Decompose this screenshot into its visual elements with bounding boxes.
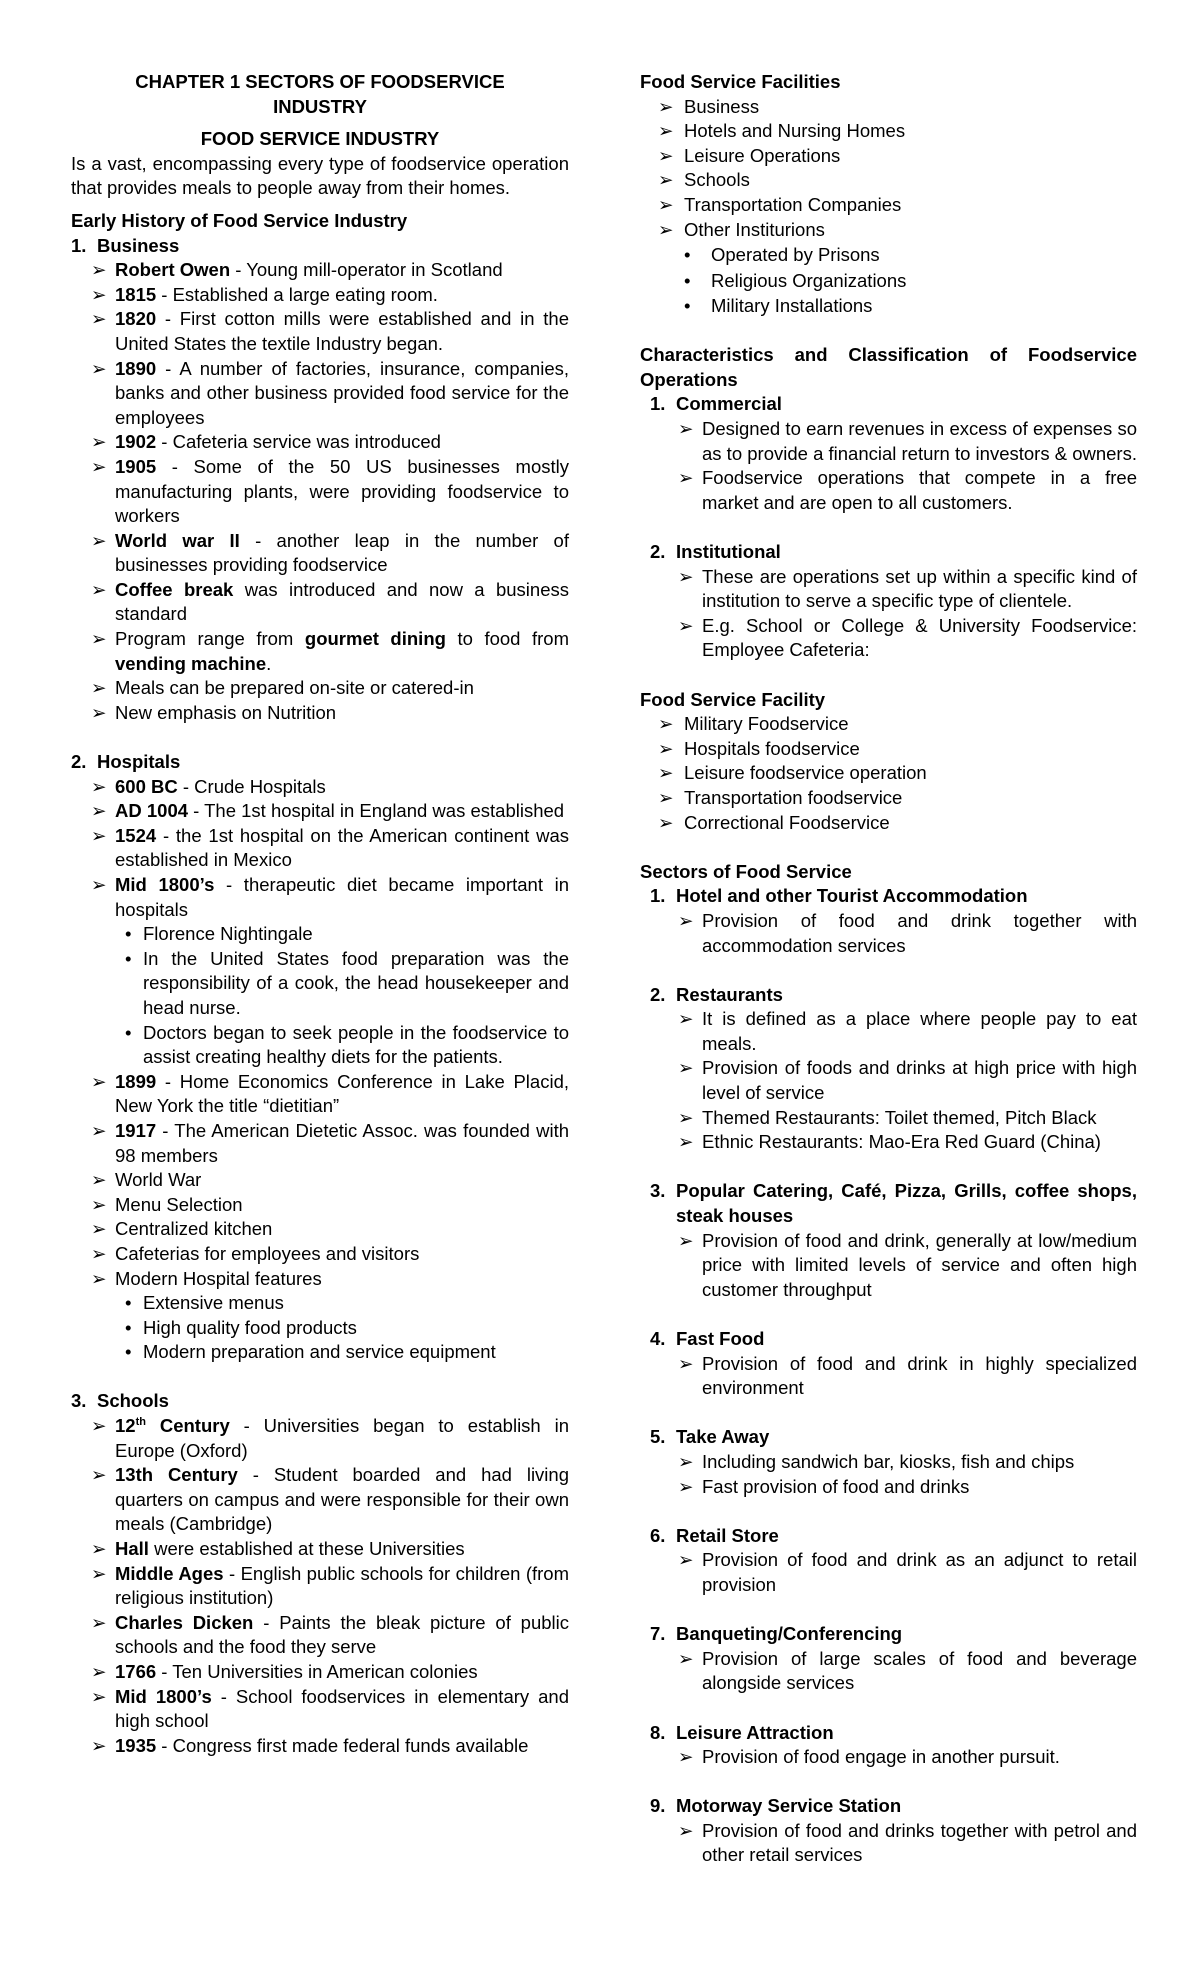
list-item: ➢ Ethnic Restaurants: Mao-Era Red Guard (China)	[640, 1130, 1137, 1155]
list-item: ➢ Transportation foodservice	[640, 786, 1137, 811]
sector-items	[640, 1007, 1137, 1155]
institutional-heading: 2. Institutional	[650, 541, 781, 562]
list-item: ➢ Robert Owen - Young mill-operator in Scotland	[71, 258, 569, 283]
list-item: ➢ Schools	[640, 168, 1137, 193]
list-item: ➢ New emphasis on Nutrition	[71, 701, 569, 726]
sector-heading: 1. Hotel and other Tourist Accommodation	[650, 885, 1028, 907]
dot-bullet-icon: •	[125, 1316, 132, 1338]
intro-paragraph: Is a vast, encompassing every type of foodservice operation that provides meals to people away from their homes.	[71, 152, 569, 199]
hospitals-sublist	[71, 922, 569, 1070]
list-item: ➢ 1935 - Congress first made federal funds available	[71, 1734, 569, 1759]
arrow-bullet-icon: ➢	[658, 762, 674, 784]
list-item: ➢ Designed to earn revenues in excess of expenses so as to provide a financial return to investors & owners.	[678, 418, 1137, 464]
list-item: ➢ Middle Ages - English public schools for children (from religious institution)	[91, 1562, 569, 1609]
arrow-bullet-icon: ➢	[658, 713, 674, 735]
list-item: • In the United States food preparation was the responsibility of a cook, the head housekeeper and head nurse.	[125, 947, 569, 1018]
list-item: ➢ Leisure Operations	[640, 144, 1137, 169]
schools-list	[71, 1414, 569, 1758]
list-item: ➢ Transportation Companies	[640, 193, 1137, 218]
arrow-bullet-icon: ➢	[658, 786, 674, 808]
arrow-bullet-icon: ➢	[91, 800, 107, 822]
arrow-bullet-icon: ➢	[678, 614, 694, 636]
list-item: ➢ Provision of large scales of food and beverage alongside services	[678, 1647, 1137, 1694]
sector-heading: 5. Take Away	[650, 1426, 770, 1448]
list-item: • Extensive menus	[71, 1291, 569, 1316]
sector-items	[640, 909, 1137, 958]
hospitals-list-2	[71, 1070, 569, 1291]
arrow-bullet-icon: ➢	[91, 1119, 107, 1141]
arrow-bullet-icon: ➢	[678, 467, 694, 489]
sector-items	[640, 1819, 1137, 1868]
dot-bullet-icon: •	[684, 244, 691, 266]
arrow-bullet-icon: ➢	[91, 283, 107, 305]
arrow-bullet-icon: ➢	[91, 775, 107, 797]
facilities-list	[640, 95, 1137, 243]
arrow-bullet-icon: ➢	[91, 431, 107, 453]
arrow-bullet-icon: ➢	[678, 1746, 694, 1768]
sector-heading: 8. Leisure Attraction	[650, 1721, 834, 1743]
list-item: • Doctors began to seek people in the foodservice to assist creating healthy diets for the patients.	[125, 1021, 569, 1068]
arrow-bullet-icon: ➢	[91, 1267, 107, 1289]
list-item: • Florence Nightingale	[71, 922, 569, 947]
list-item: ➢ Modern Hospital features	[71, 1267, 569, 1292]
arrow-bullet-icon: ➢	[91, 1242, 107, 1264]
arrow-bullet-icon: ➢	[91, 578, 107, 600]
business-list	[71, 258, 569, 725]
arrow-bullet-icon: ➢	[91, 1734, 107, 1756]
list-item: • Religious Organizations	[640, 268, 1137, 294]
list-item: ➢ It is defined as a place where people pay to eat meals.	[678, 1008, 1137, 1054]
arrow-bullet-icon: ➢	[91, 1415, 107, 1437]
list-item: ➢ World War	[71, 1168, 569, 1193]
list-item: ➢ 600 BC - Crude Hospitals	[71, 775, 569, 800]
list-item: ➢ 1905 - Some of the 50 US businesses mostly manufacturing plants, were providing foodservice to workers	[91, 455, 569, 527]
list-item: ➢ Business	[640, 95, 1137, 120]
list-item: ➢ Foodservice operations that compete in a free market and are open to all customers.	[678, 467, 1137, 513]
list-item: ➢ Cafeterias for employees and visitors	[71, 1242, 569, 1267]
list-item: ➢ 12th Century - Universities began to establish in Europe (Oxford)	[91, 1415, 569, 1461]
arrow-bullet-icon: ➢	[91, 1169, 107, 1191]
dot-bullet-icon: •	[125, 947, 132, 969]
arrow-bullet-icon: ➢	[678, 1008, 694, 1030]
list-item: ➢ World war II - another leap in the number of businesses providing foodservice	[91, 529, 569, 576]
list-item: ➢ Mid 1800’s - therapeutic diet became important in hospitals	[91, 874, 570, 920]
sector-heading: 7. Banqueting/Conferencing	[650, 1623, 903, 1645]
schools-heading: 3. Schools	[71, 1390, 169, 1412]
list-item: ➢ 13th Century - Student boarded and had living quarters on campus and were responsible for their own meals (Cambridge)	[91, 1464, 569, 1535]
other-institutions-list	[640, 242, 1137, 319]
sector-heading: 3. Popular Catering, Café, Pizza, Grills, coffee shops, steak houses	[650, 1180, 1137, 1227]
list-item: ➢ Other Institurions	[640, 218, 1137, 243]
sectors-list	[640, 884, 1137, 1868]
arrow-bullet-icon: ➢	[91, 1070, 107, 1092]
facility-list	[640, 712, 1137, 835]
arrow-bullet-icon: ➢	[678, 1131, 694, 1153]
facilities-title: Food Service Facilities	[640, 71, 841, 92]
arrow-bullet-icon: ➢	[91, 1464, 107, 1486]
list-item: ➢ Military Foodservice	[640, 712, 1137, 737]
sector-items	[640, 1450, 1137, 1499]
list-item: • Military Installations	[640, 293, 1137, 319]
hospitals-sublist-2	[71, 1291, 569, 1365]
arrow-bullet-icon: ➢	[91, 824, 107, 846]
arrow-bullet-icon: ➢	[91, 1193, 107, 1215]
arrow-bullet-icon: ➢	[91, 308, 107, 330]
arrow-bullet-icon: ➢	[91, 701, 107, 723]
arrow-bullet-icon: ➢	[678, 418, 694, 440]
sector-heading: 9. Motorway Service Station	[650, 1795, 902, 1817]
arrow-bullet-icon: ➢	[658, 737, 674, 759]
list-item: ➢ Menu Selection	[71, 1193, 569, 1218]
arrow-bullet-icon: ➢	[678, 1819, 694, 1841]
list-item: ➢ 1524 - the 1st hospital on the American continent was established in Mexico	[91, 824, 569, 871]
list-item: ➢ 1766 - Ten Universities in American colonies	[71, 1660, 569, 1685]
arrow-bullet-icon: ➢	[678, 1229, 694, 1251]
hospitals-list	[71, 775, 569, 923]
chapter-title: CHAPTER 1 SECTORS OF FOODSERVICE INDUSTRY	[135, 71, 505, 117]
list-item: ➢ Hall were established at these Universities	[71, 1537, 569, 1562]
arrow-bullet-icon: ➢	[678, 1450, 694, 1472]
dot-bullet-icon: •	[125, 1021, 132, 1043]
arrow-bullet-icon: ➢	[678, 1549, 694, 1571]
list-item: ➢ Provision of food and drink, generally at low/medium price with limited levels of service and often high customer throughput	[678, 1229, 1137, 1300]
sector-items	[640, 1647, 1137, 1696]
arrow-bullet-icon: ➢	[678, 909, 694, 931]
section-heading: FOOD SERVICE INDUSTRY	[200, 128, 440, 150]
list-item: ➢ Mid 1800’s - School foodservices in elementary and high school	[91, 1685, 569, 1732]
sector-heading: 4. Fast Food	[650, 1328, 765, 1349]
sector-heading: 6. Retail Store	[650, 1524, 779, 1546]
arrow-bullet-icon: ➢	[678, 1106, 694, 1128]
list-item: • Modern preparation and service equipment	[71, 1340, 569, 1365]
arrow-bullet-icon: ➢	[658, 169, 674, 191]
business-heading: 1. Business	[71, 234, 180, 256]
sector-items	[640, 1745, 1137, 1770]
list-item: ➢ 1899 - Home Economics Conference in Lake Placid, New York the title “dietitian”	[91, 1070, 569, 1117]
sector-items	[640, 1352, 1137, 1401]
list-item: ➢ Provision of food and drink together with accommodation services	[678, 909, 1137, 956]
arrow-bullet-icon: ➢	[678, 1352, 694, 1374]
list-item: ➢ Themed Restaurants: Toilet themed, Pitch Black	[640, 1106, 1137, 1131]
list-item: ➢ Hotels and Nursing Homes	[640, 119, 1137, 144]
sector-items	[640, 1229, 1137, 1303]
list-item: ➢ Charles Dicken - Paints the bleak picture of public schools and the food they serve	[91, 1611, 569, 1658]
list-item: ➢ Provision of food and drink in highly specialized environment	[678, 1352, 1137, 1399]
characteristics-title: Characteristics and Classification of Foodservice Operations	[640, 344, 1137, 390]
arrow-bullet-icon: ➢	[658, 193, 674, 215]
arrow-bullet-icon: ➢	[91, 1562, 107, 1584]
list-item: ➢ Coffee break was introduced and now a business standard	[91, 578, 569, 625]
commercial-list	[640, 417, 1137, 515]
institutional-list	[640, 565, 1137, 663]
list-item: ➢ Provision of foods and drinks at high price with high level of service	[678, 1057, 1137, 1104]
list-item: ➢ Centralized kitchen	[71, 1217, 569, 1242]
list-item: ➢ AD 1004 - The 1st hospital in England was established	[71, 799, 569, 824]
right-column	[640, 70, 1137, 1868]
arrow-bullet-icon: ➢	[91, 259, 107, 281]
list-item: ➢ Correctional Foodservice	[640, 811, 1137, 836]
arrow-bullet-icon: ➢	[678, 565, 694, 587]
list-item: ➢ 1815 - Established a large eating room.	[71, 283, 569, 308]
arrow-bullet-icon: ➢	[91, 1218, 107, 1240]
arrow-bullet-icon: ➢	[678, 1647, 694, 1669]
list-item: ➢ 1902 - Cafeteria service was introduced	[71, 430, 569, 455]
arrow-bullet-icon: ➢	[658, 218, 674, 240]
arrow-bullet-icon: ➢	[91, 1685, 107, 1707]
arrow-bullet-icon: ➢	[91, 874, 107, 895]
arrow-bullet-icon: ➢	[91, 1538, 107, 1560]
arrow-bullet-icon: ➢	[678, 1057, 694, 1079]
arrow-bullet-icon: ➢	[91, 677, 107, 699]
arrow-bullet-icon: ➢	[91, 357, 107, 379]
sectors-title: Sectors of Food Service	[640, 860, 852, 882]
sector-heading: 2. Restaurants	[650, 983, 783, 1005]
left-column	[71, 70, 569, 1758]
sector-items	[640, 1548, 1137, 1597]
dot-bullet-icon: •	[684, 295, 691, 317]
arrow-bullet-icon: ➢	[658, 95, 674, 117]
list-item: ➢ Program range from gourmet dining to food from vending machine.	[91, 628, 569, 674]
dot-bullet-icon: •	[125, 1341, 132, 1363]
list-item: ➢ 1890 - A number of factories, insurance, companies, banks and other business provided food service for the employees	[91, 357, 569, 428]
dot-bullet-icon: •	[684, 269, 691, 291]
list-item: • Operated by Prisons	[640, 242, 1137, 268]
list-item: ➢ Fast provision of food and drinks	[640, 1475, 1137, 1500]
history-title: Early History of Food Service Industry	[71, 209, 408, 231]
facility-title: Food Service Facility	[640, 688, 826, 710]
arrow-bullet-icon: ➢	[658, 144, 674, 166]
arrow-bullet-icon: ➢	[658, 120, 674, 142]
list-item: ➢ Leisure foodservice operation	[640, 761, 1137, 786]
list-item: ➢ Hospitals foodservice	[640, 737, 1137, 762]
dot-bullet-icon: •	[125, 1292, 132, 1314]
list-item: • High quality food products	[71, 1316, 569, 1341]
arrow-bullet-icon: ➢	[91, 1611, 107, 1633]
list-item: ➢ 1917 - The American Dietetic Assoc. was founded with 98 members	[91, 1119, 569, 1166]
arrow-bullet-icon: ➢	[658, 811, 674, 833]
list-item: ➢ Provision of food and drink as an adjunct to retail provision	[678, 1549, 1137, 1595]
list-item: ➢ Provision of food engage in another pursuit.	[640, 1745, 1137, 1770]
arrow-bullet-icon: ➢	[678, 1475, 694, 1497]
list-item: ➢ Meals can be prepared on-site or catered-in	[71, 676, 569, 701]
arrow-bullet-icon: ➢	[91, 1661, 107, 1682]
list-item: ➢ 1820 - First cotton mills were established and in the United States the textile Industry began.	[91, 308, 569, 354]
list-item: ➢ These are operations set up within a specific kind of institution to serve a specific type of clientele.	[678, 565, 1137, 612]
commercial-heading: 1. Commercial	[650, 393, 782, 415]
dot-bullet-icon: •	[125, 923, 132, 945]
arrow-bullet-icon: ➢	[91, 455, 107, 477]
arrow-bullet-icon: ➢	[91, 529, 107, 551]
hospitals-heading: 2. Hospitals	[71, 751, 181, 773]
list-item: ➢ Including sandwich bar, kiosks, fish and chips	[640, 1450, 1137, 1475]
list-item: ➢ Provision of food and drinks together with petrol and other retail services	[678, 1819, 1137, 1866]
list-item: ➢ E.g. School or College & University Foodservice: Employee Cafeteria:	[678, 614, 1137, 661]
arrow-bullet-icon: ➢	[91, 628, 107, 650]
